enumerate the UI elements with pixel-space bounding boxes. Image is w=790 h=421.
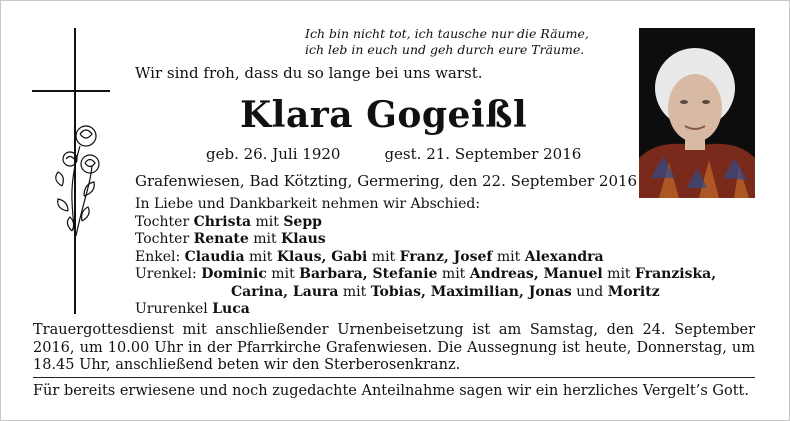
deceased-name: Klara Gogeißl: [240, 94, 528, 136]
death-date: gest. 21. September 2016: [384, 145, 582, 163]
family-line-greatgrandchildren-cont: Carina, Laura mit Tobias, Maximilian, Jonas und Moritz: [231, 283, 660, 300]
portrait-image: [639, 28, 755, 198]
family-line-daughter: Tochter Christa mit Sepp: [135, 213, 322, 230]
family-line-grandchildren: Enkel: Claudia mit Klaus, Gabi mit Franz, Josef mit Alexandra: [135, 248, 604, 265]
poem-line: Ich bin nicht tot, ich tausche nur die Räume,: [305, 26, 589, 41]
family-list: [135, 196, 716, 319]
family-line-greatgrandchildren: Urenkel: Dominic mit Barbara, Stefanie mit Andreas, Manuel mit Franziska,: [135, 266, 717, 282]
intro-text: Wir sind froh, dass du so lange bei uns warst.: [135, 64, 483, 82]
birth-date: geb. 26. Juli 1920: [206, 145, 341, 163]
thanks-text: Für bereits erwiesene und noch zugedachte Anteilnahme sagen wir ein herzliches Vergelt’s Gott.: [33, 383, 749, 399]
poem-line: ich leb in euch und geh durch eure Träume.: [305, 42, 585, 57]
divider: [33, 377, 755, 378]
service-announcement: Trauergottesdienst mit anschließender Urnenbeisetzung ist am Samstag, den 24. September 2016, um 10.00 Uhr in der Pfarrkirche Grafenwiesen. Die Aussegnung ist heute, Donnerstag, um 18.45 Uhr, anschließend beten wir den Sterberosenkranz.: [33, 322, 755, 373]
places-and-date: Grafenwiesen, Bad Kötzting, Germering, den 22. September 2016: [135, 172, 638, 190]
family-line-greatgreatgrandchild: Ururenkel Luca: [135, 301, 250, 317]
life-dates: [206, 145, 581, 163]
portrait-photo: [639, 28, 755, 198]
farewell-line: In Liebe und Dankbarkeit nehmen wir Abschied:: [135, 196, 481, 212]
family-line-daughter: Tochter Renate mit Klaus: [135, 231, 326, 247]
poem: [305, 26, 589, 58]
cross-with-roses-icon: [32, 26, 142, 316]
